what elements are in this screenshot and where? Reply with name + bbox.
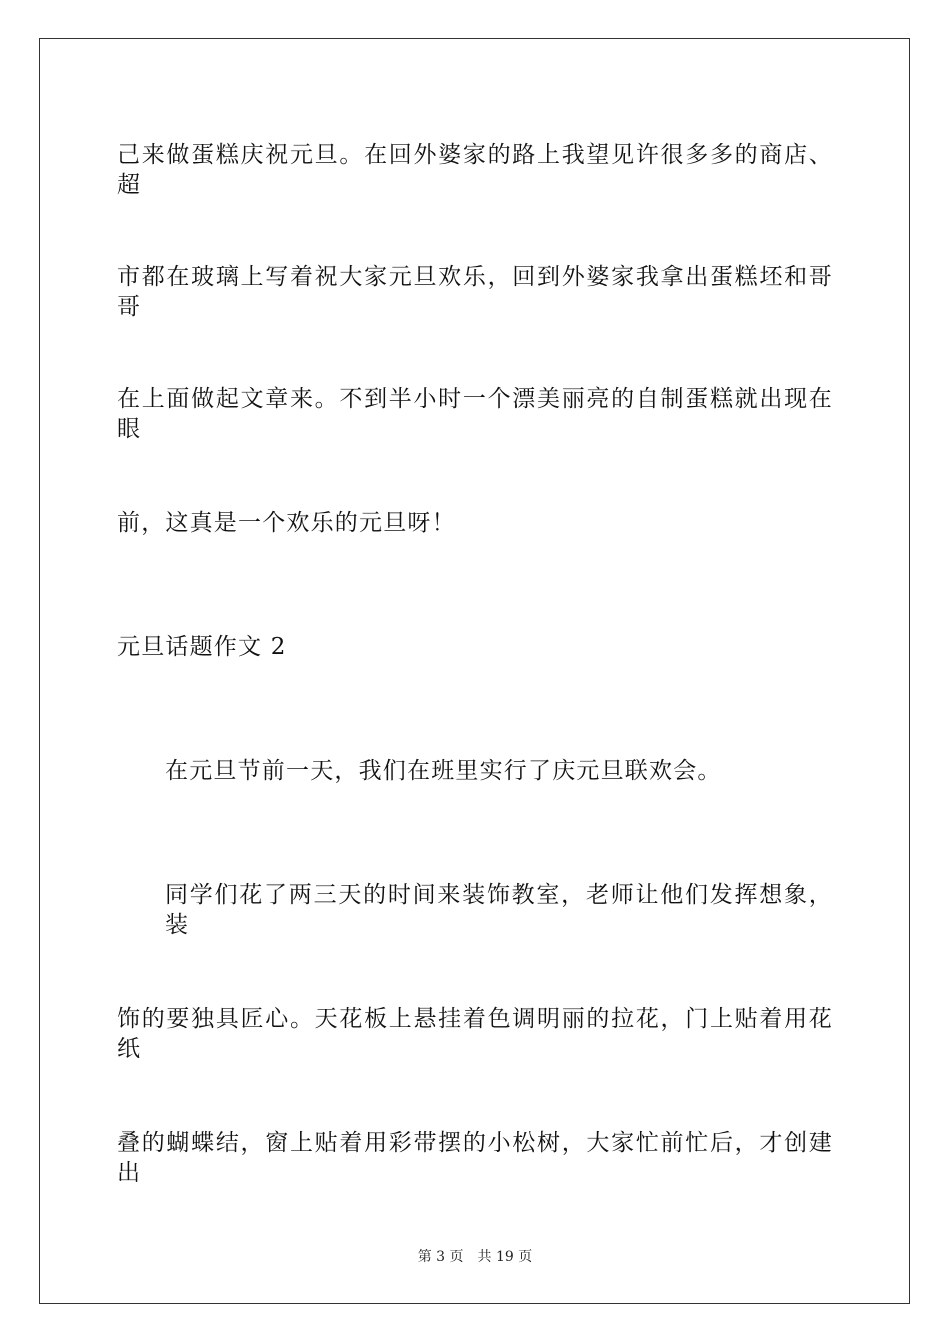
body-line-2: 市都在玻璃上写着祝大家元旦欢乐，回到外婆家我拿出蛋糕坯和哥哥 bbox=[117, 264, 833, 320]
paragraph-2-line-2: 饰的要独具匠心。天花板上悬挂着色调明丽的拉花，门上贴着用花纸 bbox=[117, 1006, 833, 1062]
body-line-4: 前，这真是一个欢乐的元旦呀！ bbox=[117, 510, 456, 536]
page-border bbox=[39, 38, 910, 1304]
page-footer bbox=[0, 1248, 950, 1266]
paragraph-1: 在元旦节前一天，我们在班里实行了庆元旦联欢会。 bbox=[165, 758, 722, 784]
body-line-3: 在上面做起文章来。不到半小时一个漂美丽亮的自制蛋糕就出现在眼 bbox=[117, 386, 833, 442]
paragraph-2-line-1: 同学们花了两三天的时间来装饰教室，老师让他们发挥想象，装 bbox=[165, 882, 833, 938]
paragraph-2-line-3: 叠的蝴蝶结，窗上贴着用彩带摆的小松树，大家忙前忙后，才创建出 bbox=[117, 1130, 833, 1186]
body-line-1: 己来做蛋糕庆祝元旦。在回外婆家的路上我望见许很多多的商店、超 bbox=[117, 142, 833, 198]
section-title: 元旦话题作文 2 bbox=[117, 634, 287, 660]
page-total: 共 19 页 bbox=[477, 1249, 533, 1265]
page-number: 第 3 页 bbox=[417, 1249, 464, 1265]
